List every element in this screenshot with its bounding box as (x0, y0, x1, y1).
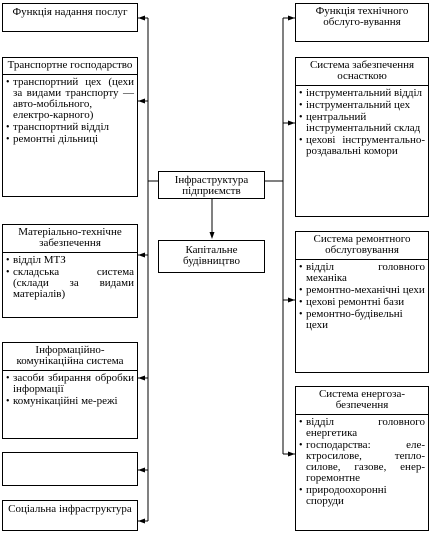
list-item: • комунікаційні ме-режі (6, 396, 134, 407)
arrow-right-tooling (288, 121, 295, 126)
list-item: • цехові інструментально-роздавальні комори (299, 135, 425, 157)
information-box (2, 342, 138, 439)
arrow-right-functions (288, 16, 295, 21)
logistics-title: Матеріально-технічне забезпечення (3, 225, 137, 253)
list-item: • центральний інструментальний склад (299, 112, 425, 134)
list-item: • відділ МТЗ (6, 255, 134, 266)
list-item: • цехові ремонтні бази (299, 297, 425, 308)
arrow-right-repair (288, 298, 295, 303)
arrow-down-capital (210, 232, 215, 239)
transport-list (3, 75, 137, 148)
left-functions-label: Функція надання послуг (12, 6, 128, 18)
main-infrastructure-label: Інфраструктура підприємств (174, 174, 249, 197)
transport-title: Транспортне господарство (3, 58, 137, 75)
right-functions-box (295, 3, 429, 42)
list-item: • ремонтно-механічні цехи (299, 285, 425, 296)
list-item: • інструментальний цех (299, 100, 425, 111)
list-item: • ремонтно-будівельні цехи (299, 309, 425, 331)
arrow-left-information (138, 376, 145, 381)
list-item: • інструментальний відділ (299, 88, 425, 99)
arrow-left-empty (138, 468, 145, 473)
tooling-list (296, 86, 428, 160)
capital-construction-box (158, 240, 265, 273)
repair-box (295, 231, 429, 373)
list-item: • складська система (склади за видами матеріалів) (6, 267, 134, 300)
arrow-left-transport (138, 99, 145, 104)
social-label: Соціальна інфраструктура (8, 503, 132, 515)
arrow-right-energy (288, 452, 295, 457)
capital-construction-label: Капітальне будівництво (183, 244, 240, 267)
information-title: Інформаційно-комунікаційна система (3, 343, 137, 371)
information-list (3, 371, 137, 410)
arrow-left-functions (138, 16, 145, 21)
list-item: • господарства: еле-ктросилове, тепло-силове, газове, енер-горемонтне (299, 440, 425, 484)
social-box (2, 500, 138, 531)
energy-list (296, 415, 428, 510)
list-item: • транспортний відділ (6, 122, 134, 133)
list-item: • транспортний цех (цехи за видами транспорту — авто-мобільного, електро-карного) (6, 77, 134, 121)
transport-box (2, 57, 138, 197)
list-item: • ремонтні дільниці (6, 134, 134, 145)
list-item: • відділ головного механіка (299, 262, 425, 284)
list-item: • відділ головного енергетика (299, 417, 425, 439)
energy-box (295, 386, 429, 531)
tooling-title: Система забезпечення оснасткою (296, 58, 428, 86)
arrow-left-logistics (138, 253, 145, 258)
left-functions-box (2, 3, 138, 32)
repair-title: Система ремонтного обслуговування (296, 232, 428, 260)
right-functions-label: Функція технічного обслуго-вування (315, 5, 409, 28)
energy-title: Система енергоза-безпечення (296, 387, 428, 415)
repair-list (296, 260, 428, 334)
logistics-list (3, 253, 137, 303)
empty-box (2, 452, 138, 486)
list-item: • засоби збирання обробки інформації (6, 373, 134, 395)
logistics-box (2, 224, 138, 318)
main-infrastructure-box (158, 171, 265, 199)
list-item: • природоохоронні споруди (299, 485, 425, 507)
tooling-box (295, 57, 429, 217)
arrow-left-social (138, 519, 145, 524)
